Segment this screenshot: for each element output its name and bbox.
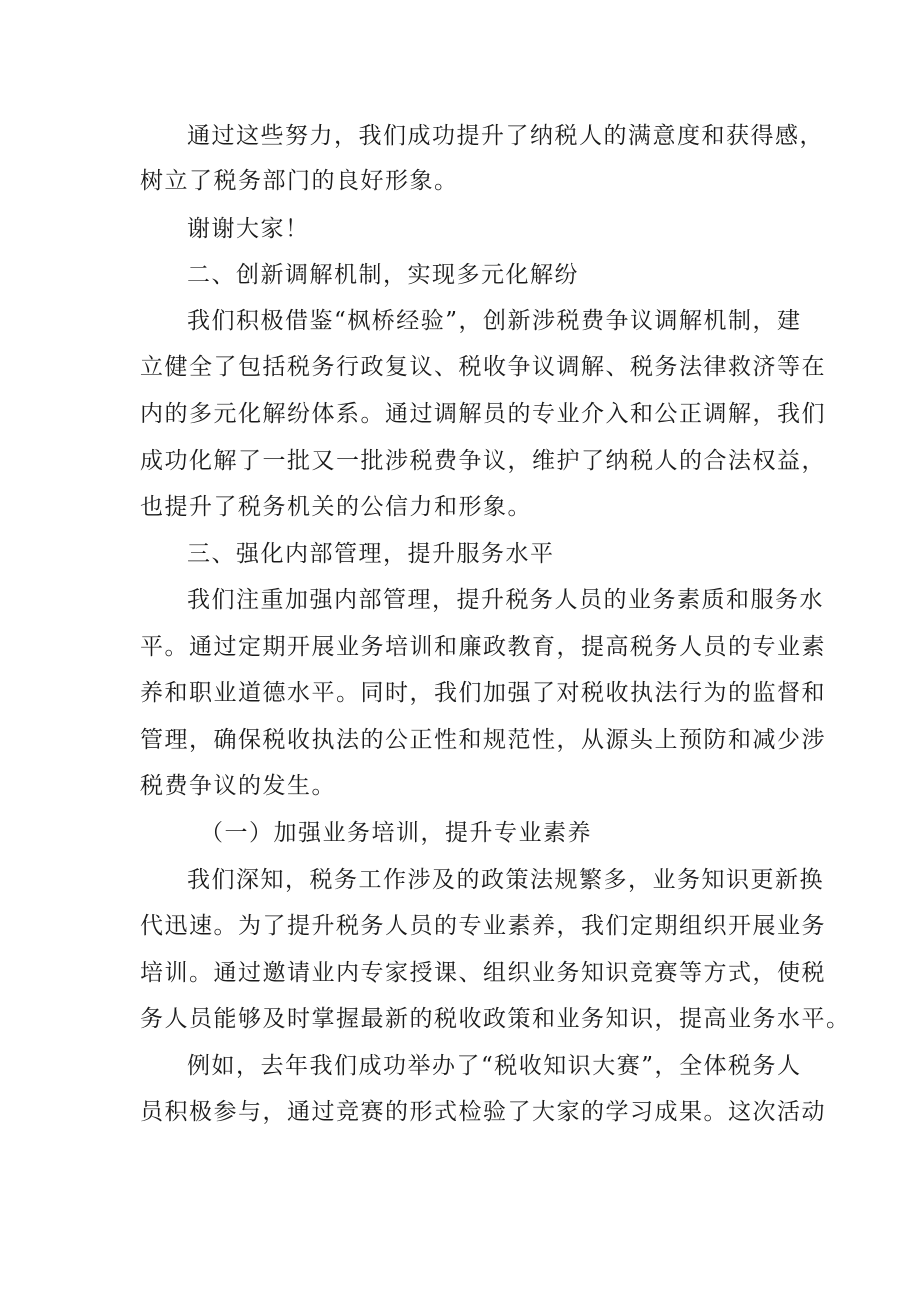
paragraph-line: 平。通过定期开展业务培训和廉政教育，提高税务人员的专业素 — [140, 634, 826, 660]
paragraph-line: 内的多元化解纷体系。通过调解员的专业介入和公正调解，我们 — [140, 401, 826, 427]
paragraph-line: 我们深知，税务工作涉及的政策法规繁多，业务知识更新换 — [187, 867, 824, 893]
paragraph-line: 税费争议的发生。 — [140, 773, 336, 799]
section-heading: 三、强化内部管理，提升服务水平 — [187, 541, 555, 567]
paragraph-line: 树立了税务部门的良好形象。 — [140, 168, 459, 194]
paragraph-line: 务人员能够及时掌握最新的税收政策和业务知识，提高业务水平。 — [140, 1006, 851, 1032]
paragraph-line: 例如，去年我们成功举办了“税收知识大赛”，全体税务人 — [187, 1053, 802, 1079]
paragraph-line: 代迅速。为了提升税务人员的专业素养，我们定期组织开展业务 — [140, 913, 826, 939]
paragraph-line: 员积极参与，通过竞赛的形式检验了大家的学习成果。这次活动 — [140, 1099, 826, 1125]
paragraph-line: 也提升了税务机关的公信力和形象。 — [140, 494, 532, 520]
paragraph-line: 培训。通过邀请业内专家授课、组织业务知识竞赛等方式，使税 — [140, 960, 826, 986]
paragraph-line: 成功化解了一批又一批涉税费争议，维护了纳税人的合法权益， — [140, 448, 826, 474]
section-heading: 二、创新调解机制，实现多元化解纷 — [187, 262, 579, 288]
paragraph-line: 通过这些努力，我们成功提升了纳税人的满意度和获得感， — [187, 123, 824, 149]
paragraph-line: 养和职业道德水平。同时，我们加强了对税收执法行为的监督和 — [140, 680, 826, 706]
subsection-heading: （一）加强业务培训，提升专业素养 — [200, 820, 592, 846]
paragraph-line: 谢谢大家！ — [187, 216, 310, 242]
paragraph-line: 立健全了包括税务行政复议、税收争议调解、税务法律救济等在 — [140, 354, 826, 380]
paragraph-line: 我们积极借鉴“枫桥经验”，创新涉税费争议调解机制，建 — [187, 308, 802, 334]
paragraph-line: 管理，确保税收执法的公正性和规范性，从源头上预防和减少涉 — [140, 727, 826, 753]
paragraph-line: 我们注重加强内部管理，提升税务人员的业务素质和服务水 — [187, 587, 824, 613]
